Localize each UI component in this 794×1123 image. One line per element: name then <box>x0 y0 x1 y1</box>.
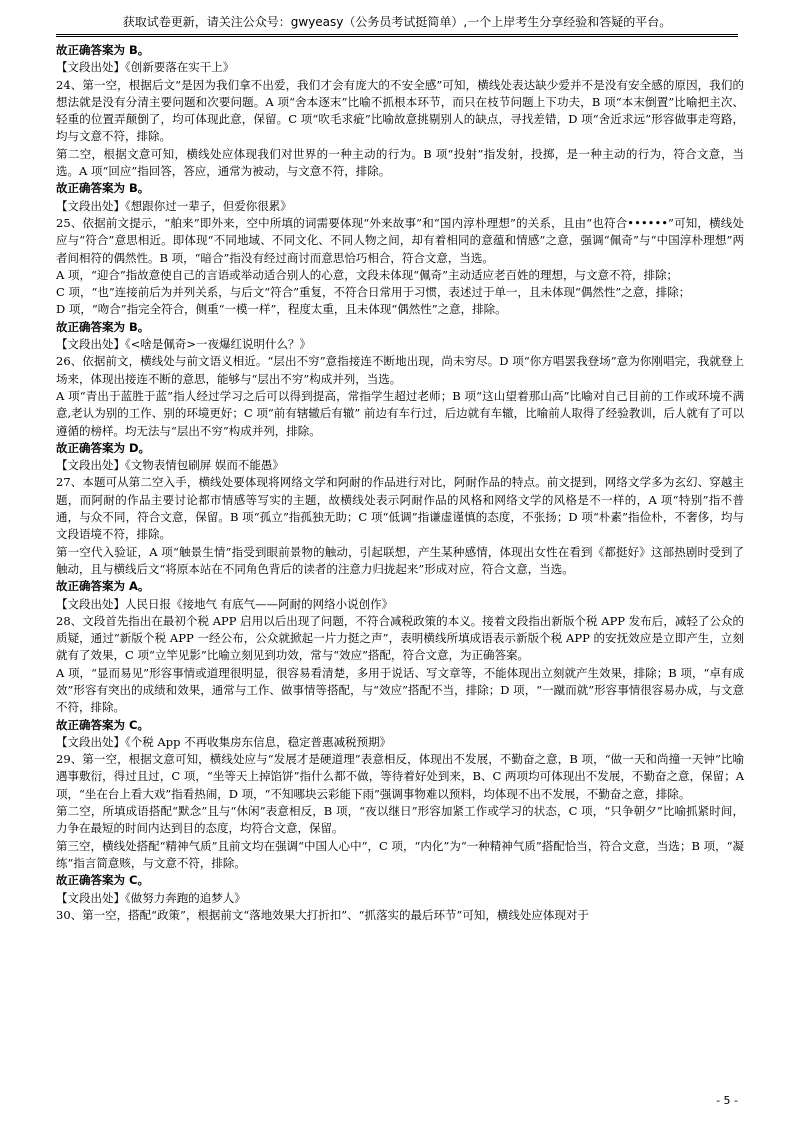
paragraph: C 项，“也”连接前后为并列关系，与后文“符合”重复，不符合日常用于习惯，表述过于单一，且未体现“偶然性”之意，排除； <box>56 285 691 300</box>
paragraph: 26、依据前文，横线处与前文语义相近。“层出不穷”意指接连不断地出现，尚未穷尽。D 项“你方唱罢我登场”意为你刚唱完，我就登上场来，体现出接连不断的意思，能够与“层出不穷”构成并列，当选。 <box>56 354 744 386</box>
document-body <box>56 42 744 924</box>
page-header: 获取试卷更新，请关注公众号：gwyeasy（公务员考试挺简单）,一个上岸考生分享经验和答疑的平台。 <box>56 14 738 37</box>
source-line: 【文段出处】《做努力奔跑的追梦人》 <box>56 890 246 905</box>
source-line: 【文段出处】人民日报《接地气 有底气——阿耐的网络小说创作》 <box>56 596 394 611</box>
source-line: 【文段出处】《创新要落在实干上》 <box>56 60 235 75</box>
paragraph: 24、第一空，根据后文“是因为我们拿不出爱，我们才会有庞大的不安全感”可知，横线处表达缺少爱并不是没有安全感的原因，我们的想法就是没有分清主要问题和次要问题。A 项“舍本逐末”比喻不抓根本环节，而只在枝节问题上下功夫，B 项“本末倒置”比喻把主次、轻重的位置弄颠倒了，均可体现此意，保留。C 项“吹毛求疵”比喻故意挑剔别人的缺点，寻找差错，D 项“舍近求远”形容做事走弯路，均与文意不符，排除。 <box>56 77 744 144</box>
paragraph: 第三空，横线处搭配“精神气质”且前文均在强调“中国人心中”，C 项，“内化”为“一种精神气质”搭配恰当，符合文意，当选；B 项，“凝练”指言简意赅，与文意不符，排除。 <box>56 838 744 870</box>
paragraph: A 项，“显而易见”形容事情或道理很明显，很容易看清楚，多用于说话、写文章等，不能体现出立刻就产生效果，排除；B 项，“卓有成效”形容有突出的成绩和效果，通常与工作、做事情等搭配，与“效应”搭配不当，排除；D 项，“一蹴而就”形容事情很容易办成，与文意不符，排除。 <box>56 665 744 715</box>
paragraph: 29、第一空，根据文意可知，横线处应与“发展才是硬道理”表意相反，体现出不发展，不勤奋之意，B 项，“做一天和尚撞一天钟”比喻遇事敷衍，得过且过，C 项，“坐等天上掉馅饼”指什么都不做，等待着好处到来，B、C 两项均可体现出不发展，不勤奋之意，保留；A 项，“坐在台上看大戏”指看热闹，D 项，“不知哪块云彩能下雨”强调事物难以预料，均体现不出不发展，不勤奋之意，排除。 <box>56 752 744 801</box>
paragraph: 第二空，所填成语搭配“默念”且与“休闲”表意相反，B 项，“夜以继日”形容加紧工作或学习的状态，C 项，“只争朝夕”比喻抓紧时间，力争在最短的时间内达到目的态度，均符合文意，保留。 <box>56 804 744 836</box>
answer-line: 故正确答案为 C。 <box>56 717 149 732</box>
paragraph: D 项，“吻合”指完全符合，侧重“一模一样”，程度太重，且未体现“偶然性”之意，排除。 <box>56 302 507 317</box>
paragraph: 第二空，根据文意可知，横线处应体现我们对世界的一种主动的行为。B 项“投射”指发射，投掷，是一种主动的行为，符合文意，当选。A 项“回应”指回答，答应，通常为被动，与文意不符，排除。 <box>56 146 744 179</box>
answer-line: 故正确答案为 B。 <box>56 319 150 334</box>
paragraph: A 项“青出于蓝胜于蓝”指人经过学习之后可以得到提高，常指学生超过老师；B 项“这山望着那山高”比喻对自己目前的工作或环境不满意,老认为别的工作、别的环境更好；C 项“前有辖辙后有辙” 前边有车行过，后边就有车辙，比喻前人取得了经验教训，后人就有了可以遵循的榜样。均无法与“层出不穷”构成并列，排除。 <box>56 388 744 438</box>
paragraph: 25、依据前文提示，“舶来”即外来，空中所填的词需要体现“外来故事”和“国内淳朴理想”的关系，且由“也符合••••••”可知，横线处应与“符合”意思相近。即体现“不同地域、不同文化、不同人物之间，却有着相同的意蕴和情感”之意，强调“佩奇”与“中国淳朴理想”两者间相符的偶然性。B 项，“暗合”指没有经过商讨而意思恰巧相合，符合文意，当选。 <box>56 215 744 265</box>
paragraph: 28、文段首先指出在最初个税 APP 启用以后出现了问题，不符合减税政策的本义。接着文段指出新版个税 APP 发布后，减轻了公众的质疑，通过“新版个税 APP 一经公布，公众就掀起一片力挺之声”，表明横线所填成语表示新版个税 APP 的安抚效应是立即产生，立刻就有了效果，C 项“立竿见影”比喻立刻见到功效，常与“效应”搭配，符合文意，为正确答案。 <box>56 613 744 663</box>
paragraph: 第一空代入验证，A 项“触景生情”指受到眼前景物的触动，引起联想，产生某种感情，体现出女性在看到《都挺好》这部热剧时受到了触动，且与横线后文“将原本站在不同角色背后的读者的注意力归拢起来”形成对应，符合文意，当选。 <box>56 544 744 576</box>
page-number: - 5 - <box>716 1094 738 1107</box>
answer-line: 故正确答案为 A。 <box>56 579 150 594</box>
paragraph: A 项，“迎合”指故意使自己的言语或举动适合别人的心意，文段未体现“佩奇”主动适应老百姓的理想，与文意不符，排除； <box>56 267 678 282</box>
answer-line: 故正确答案为 C。 <box>56 873 149 888</box>
answer-line: 故正确答案为 B。 <box>56 43 150 57</box>
source-line: 【文段出处】《想跟你过一辈子，但爱你很累》 <box>56 198 292 213</box>
source-line: 【文段出处】《<啥是佩奇>一夜爆红说明什么？》 <box>56 337 312 352</box>
source-line: 【文段出处】《文物表情包刷屏 娱而不能愚》 <box>56 458 284 473</box>
answer-line: 故正确答案为 B。 <box>56 181 150 196</box>
source-line: 【文段出处】《个税 App 不再收集房东信息，稳定普惠减税预期》 <box>56 734 392 749</box>
answer-line: 故正确答案为 D。 <box>56 440 151 455</box>
paragraph: 27、本题可从第二空入手，横线处要体现将网络文学和阿耐的作品进行对比，阿耐作品的特点。前文提到，网络文学多为玄幻、穿越主题，而阿耐的作品主要讨论都市情感等写实的主题，故横线处表示阿耐作品的风格和网络文学的风格是不一样的，A 项“特别”指不普通，与众不同，符合文意，保留。B 项“孤立”指孤独无助；C 项“低调”指谦虚谨慎的态度，不张扬；D 项“朴素”指俭朴，不奢侈，均与文段语境不符，排除。 <box>56 475 744 542</box>
paragraph: 30、第一空，搭配“政策”，根据前文“落地效果大打折扣”、“抓落实的最后环节”可知，横线处应体现对于 <box>56 907 589 922</box>
